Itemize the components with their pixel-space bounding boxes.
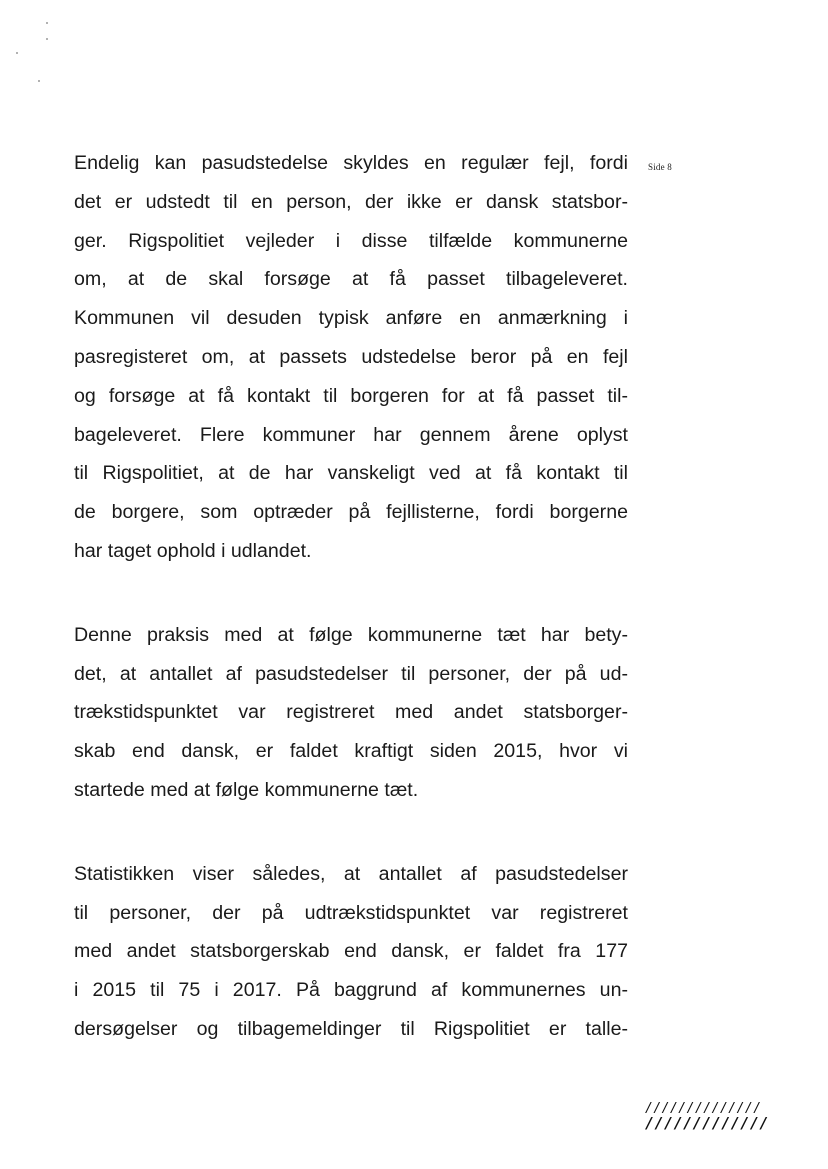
text-line: om, at de skal forsøge at få passet tilbageleveret. bbox=[74, 268, 628, 291]
text-line: i 2015 til 75 i 2017. På baggrund af kommunernes un- bbox=[74, 979, 628, 1002]
text-line: skab end dansk, er faldet kraftigt siden 2015, hvor vi bbox=[74, 740, 628, 763]
barcode-row-bottom: ///////////// bbox=[645, 1114, 769, 1132]
barcode-row-top: ////////////// bbox=[645, 1101, 762, 1116]
text-line: de borgere, som optræder på fejllisterne, fordi borgerne bbox=[74, 501, 628, 524]
scan-artifact-dot bbox=[46, 38, 48, 40]
text-line: startede med at følge kommunerne tæt. bbox=[74, 778, 419, 801]
text-line: det, at antallet af pasudstedelser til personer, der på ud- bbox=[74, 662, 628, 685]
text-line: trækstidspunktet var registreret med andet statsborger- bbox=[74, 701, 628, 724]
scan-artifact-dot bbox=[46, 22, 48, 24]
text-line: har taget ophold i udlandet. bbox=[74, 539, 312, 562]
text-line: Denne praksis med at følge kommunerne tæt har bety- bbox=[74, 623, 628, 646]
text-line: ger. Rigspolitiet vejleder i disse tilfælde kommunerne bbox=[74, 229, 628, 252]
paragraph-3 bbox=[74, 855, 628, 1049]
text-line: Endelig kan pasudstedelse skyldes en regulær fejl, fordi bbox=[74, 152, 628, 174]
scan-artifact-dot bbox=[38, 80, 40, 82]
text-line: med andet statsborgerskab end dansk, er faldet fra 177 bbox=[74, 940, 628, 963]
text-line: dersøgelser og tilbagemeldinger til Rigspolitiet er talle- bbox=[74, 1017, 628, 1040]
text-line: det er udstedt til en person, der ikke er dansk statsbor- bbox=[74, 190, 628, 213]
text-line: til Rigspolitiet, at de har vanskeligt ved at få kontakt til bbox=[74, 462, 628, 485]
paragraph-2 bbox=[74, 616, 628, 810]
text-line: Kommunen vil desuden typisk anføre en anmærkning i bbox=[74, 307, 628, 330]
scan-artifact-dot bbox=[16, 52, 18, 54]
text-line: pasregisteret om, at passets udstedelse beror på en fejl bbox=[74, 345, 628, 368]
text-line: til personer, der på udtrækstidspunktet var registreret bbox=[74, 901, 628, 924]
page-number-label: Side 8 bbox=[648, 162, 672, 172]
document-body bbox=[74, 144, 628, 1094]
text-line: Statistikken viser således, at antallet af pasudstedelser bbox=[74, 862, 628, 885]
document-barcode bbox=[645, 1102, 781, 1130]
text-line: bageleveret. Flere kommuner har gennem årene oplyst bbox=[74, 423, 628, 446]
paragraph-1 bbox=[74, 144, 628, 571]
text-line: og forsøge at få kontakt til borgeren for at få passet til- bbox=[74, 384, 628, 407]
